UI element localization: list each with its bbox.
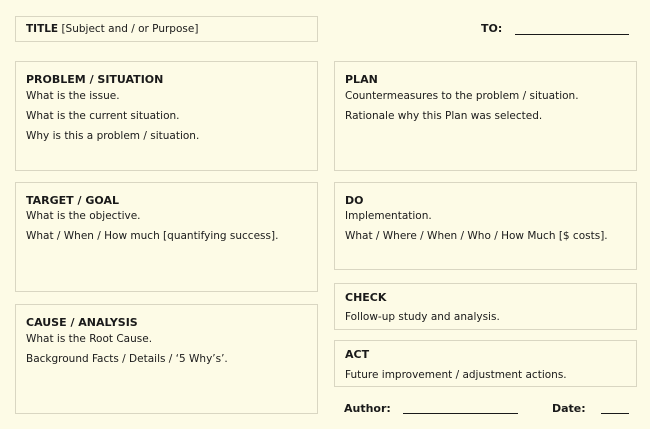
- cause-line-1: What is the Root Cause.: [26, 333, 153, 345]
- date-blank: [601, 413, 629, 414]
- target-section: [15, 182, 318, 292]
- title-line: [26, 23, 198, 35]
- to-label: TO:: [481, 22, 503, 35]
- plan-line-1: Countermeasures to the problem / situation.: [345, 90, 579, 102]
- problem-line-3: Why is this a problem / situation.: [26, 130, 200, 142]
- author-blank: [403, 413, 518, 414]
- act-section: [334, 340, 637, 387]
- title-text: [Subject and / or Purpose]: [61, 23, 199, 35]
- plan-heading: PLAN: [345, 73, 378, 86]
- title-label: TITLE: [26, 23, 59, 35]
- title-box: [15, 16, 318, 42]
- date-label: Date:: [552, 402, 586, 415]
- act-line-1: Future improvement / adjustment actions.: [345, 369, 567, 381]
- do-line-2: What / Where / When / Who / How Much [$ costs].: [345, 230, 608, 242]
- do-section: [334, 182, 637, 270]
- problem-heading: PROBLEM / SITUATION: [26, 73, 164, 86]
- cause-heading: CAUSE / ANALYSIS: [26, 316, 138, 329]
- to-blank: [515, 34, 629, 35]
- author-label: Author:: [344, 402, 391, 415]
- cause-section: [15, 304, 318, 414]
- cause-line-2: Background Facts / Details / ‘5 Why’s’.: [26, 353, 228, 365]
- plan-line-2: Rationale why this Plan was selected.: [345, 110, 543, 122]
- check-line-1: Follow-up study and analysis.: [345, 311, 500, 323]
- problem-line-2: What is the current situation.: [26, 110, 180, 122]
- check-heading: CHECK: [345, 291, 387, 304]
- do-heading: DO: [345, 194, 364, 207]
- target-line-1: What is the objective.: [26, 210, 141, 222]
- act-heading: ACT: [345, 348, 370, 361]
- problem-section: [15, 61, 318, 171]
- do-line-1: Implementation.: [345, 210, 432, 222]
- target-line-2: What / When / How much [quantifying success].: [26, 230, 279, 242]
- target-heading: TARGET / GOAL: [26, 194, 119, 207]
- problem-line-1: What is the issue.: [26, 90, 120, 102]
- plan-section: [334, 61, 637, 171]
- check-section: [334, 283, 637, 330]
